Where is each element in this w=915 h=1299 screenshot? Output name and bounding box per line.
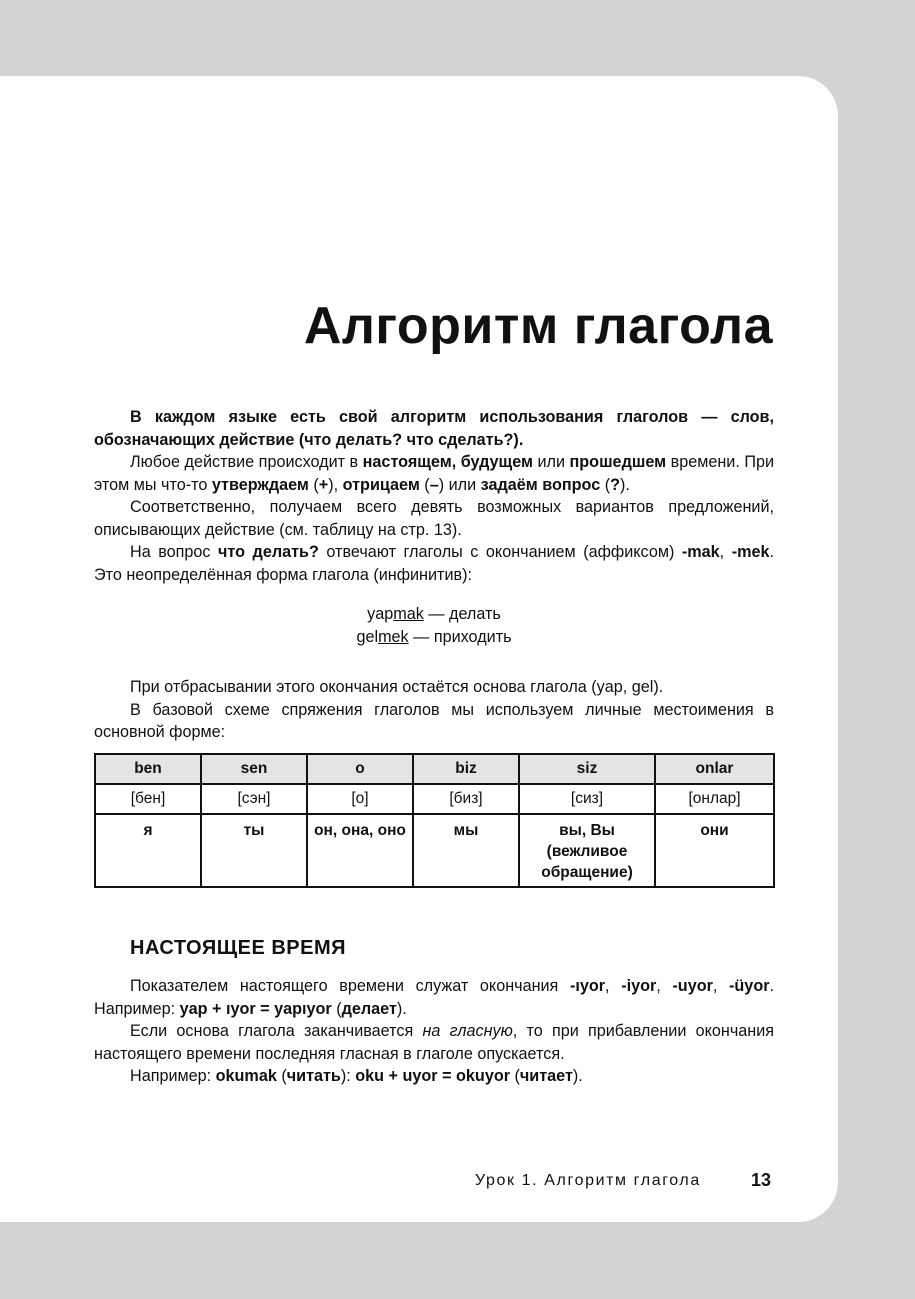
text-span: . Это неопределённая форма глагола (инфинитив):: [94, 543, 774, 584]
bold-span: читает: [519, 1067, 573, 1085]
example-stem: yap: [367, 605, 394, 623]
text-span: (: [600, 475, 611, 494]
text-span: ),: [328, 475, 343, 494]
present-paragraph-2: [94, 1020, 774, 1065]
text-span: ,: [605, 977, 622, 995]
intro-paragraph-1: [94, 406, 774, 451]
table-cell: вы, Вы (вежливое обращение): [519, 814, 655, 887]
text-span: Показателем настоящего времени служат окончания: [130, 977, 570, 995]
example-meaning: — приходить: [408, 627, 512, 646]
bold-span: настоящем, будущем: [362, 453, 533, 471]
example-suffix: mak: [393, 605, 424, 623]
table-cell: [сэн]: [201, 784, 307, 814]
example-meaning: — делать: [423, 605, 501, 623]
table-cell: [онлар]: [655, 784, 774, 814]
bold-span: -üyor: [729, 977, 770, 995]
italic-span: на гласную: [422, 1022, 513, 1040]
infinitive-examples: [94, 603, 774, 648]
bold-span: прошедшем: [569, 453, 667, 471]
present-tense-text: [94, 975, 774, 1088]
bold-span: ?: [610, 475, 620, 494]
table-cell: он, она, оно: [307, 814, 413, 887]
bold-span: что делать?: [218, 543, 319, 561]
table-cell: мы: [413, 814, 519, 887]
intro-paragraph-2: [94, 451, 774, 496]
section-heading: НАСТОЯЩЕЕ ВРЕМЯ: [130, 937, 346, 959]
bold-span: -ıyor: [569, 977, 606, 995]
example-suffix: mek: [378, 627, 409, 646]
bold-span: +: [318, 475, 329, 494]
text-span: (: [510, 1067, 520, 1085]
intro-paragraph-3: Соответственно, получаем всего девять возможных вариантов предложений, описывающих действие (см. таблицу на стр. 13).: [94, 498, 774, 539]
table-cell: [биз]: [413, 784, 519, 814]
text-span: ).: [572, 1067, 583, 1085]
text-span: отвечают глаголы с окончанием (аффиксом): [318, 543, 682, 561]
example-stem: gel: [356, 627, 379, 646]
table-cell: [сиз]: [519, 784, 655, 814]
text-span: ,: [712, 977, 730, 995]
intro-paragraph-4: [94, 541, 774, 586]
text-span: , то при прибавлении окончания настоящего времени последняя гласная в глаголе опускается.: [94, 1022, 775, 1063]
bold-span: okumak: [215, 1067, 277, 1085]
bold-span: отрицаем: [342, 475, 420, 494]
after-paragraph-2: В базовой схеме спряжения глаголов мы используем личные местоимения в основной форме:: [94, 700, 774, 741]
bold-span: задаём вопрос: [480, 475, 601, 494]
text-span: ,: [656, 977, 673, 995]
bold-span: oku + uyor = okuyor: [355, 1067, 511, 1085]
text-span: ).: [619, 475, 630, 494]
table-cell: ты: [201, 814, 307, 887]
table-cell: они: [655, 814, 774, 887]
table-cell: onlar: [655, 754, 774, 784]
text-span: (: [308, 475, 319, 494]
table-cell: o: [307, 754, 413, 784]
table-cell: sen: [201, 754, 307, 784]
text-span: ):: [340, 1067, 356, 1085]
text-span: Если основа глагола заканчивается: [130, 1022, 423, 1040]
pronoun-header-row: [95, 754, 774, 784]
table-cell: я: [95, 814, 201, 887]
bold-span: -mak: [681, 543, 720, 561]
bold-span: -uyor: [672, 977, 713, 995]
text-span: времени. При этом мы что-то: [94, 453, 775, 494]
table-cell: ben: [95, 754, 201, 784]
bold-span: -mek: [731, 543, 770, 561]
text-span: Например:: [130, 1067, 216, 1085]
text-span: (: [419, 475, 430, 494]
bold-span: -iyor: [621, 977, 657, 995]
text-span: или: [532, 453, 570, 471]
after-paragraph-1: При отбрасывании этого окончания остаётся основа глагола (yap, gel).: [130, 678, 664, 696]
present-paragraph-1: [94, 975, 774, 1020]
example-line: [94, 603, 774, 626]
intro-text: [94, 406, 774, 586]
text-span: . Например:: [94, 977, 774, 1018]
text-span: Любое действие происходит в: [130, 453, 363, 471]
intro-p1-text: В каждом языке есть свой алгоритм использования глаголов — слов, обозначающих действие (что делать? что сделать?).: [94, 408, 774, 449]
table-cell: biz: [413, 754, 519, 784]
text-span: ).: [396, 999, 407, 1018]
transcription-row: [95, 784, 774, 814]
page-title: Алгоритм глагола: [303, 297, 773, 355]
bold-span: читать: [286, 1067, 341, 1085]
after-examples-text: [94, 676, 774, 744]
running-footer: Урок 1. Алгоритм глагола: [475, 1172, 701, 1189]
present-paragraph-3: [94, 1065, 774, 1088]
table-cell: siz: [519, 754, 655, 784]
pronoun-table: [94, 753, 775, 888]
bold-span: утверждаем: [211, 475, 309, 494]
page-number: 13: [751, 1170, 772, 1190]
bold-span: делает: [341, 999, 397, 1018]
table-cell: [бен]: [95, 784, 201, 814]
bold-span: yap + ıyor = yapıyor: [179, 999, 332, 1018]
text-span: ,: [719, 543, 732, 561]
meaning-row: [95, 814, 774, 887]
text-span: На вопрос: [130, 543, 219, 561]
table-cell: [о]: [307, 784, 413, 814]
bold-span: –: [429, 475, 439, 494]
text-span: (: [276, 1067, 287, 1085]
example-line: [94, 626, 774, 649]
text-span: ) или: [438, 475, 481, 494]
book-page: [0, 76, 838, 1222]
text-span: (: [331, 999, 342, 1018]
